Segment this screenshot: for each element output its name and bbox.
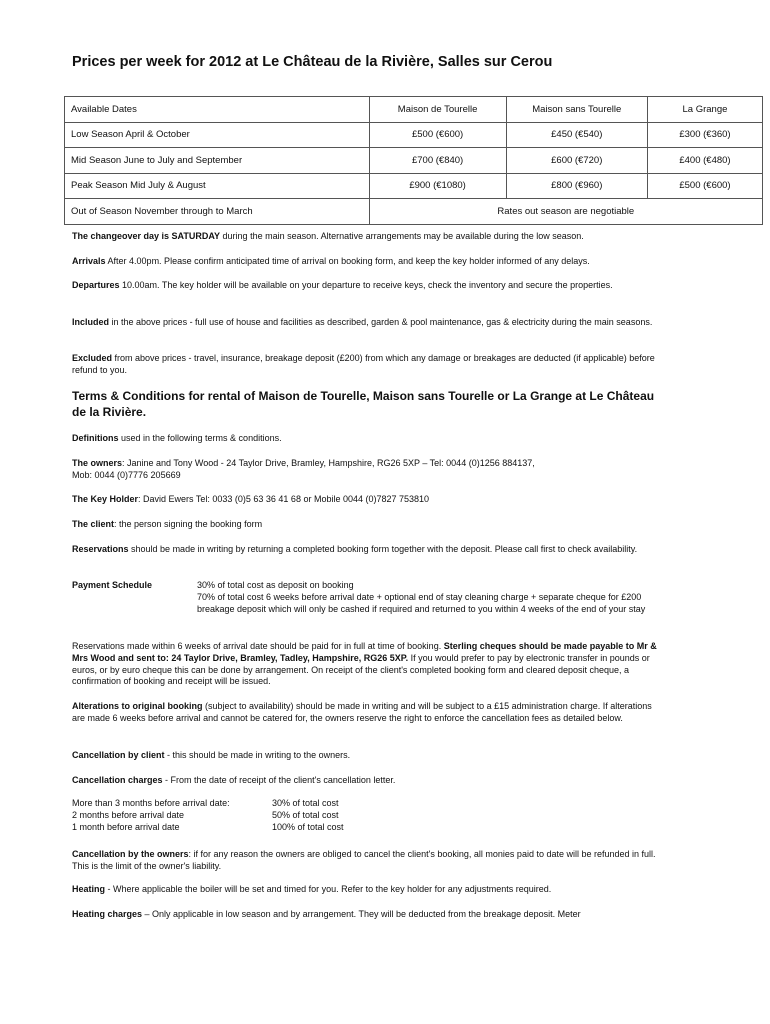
table-row xyxy=(65,173,763,199)
price-cell: £400 (€480) xyxy=(647,148,762,174)
header-maison-sans-tourelle: Maison sans Tourelle xyxy=(506,97,647,123)
terms-heading: Terms & Conditions for rental of Maison de Tourelle, Maison sans Tourelle or La Grange at Le Château de la Rivière. xyxy=(72,389,655,419)
heating-text: Heating - Where applicable the boiler will be set and timed for you. Refer to the key holder for any adjustments required. xyxy=(72,884,552,894)
cancellation-table xyxy=(72,798,472,833)
departures-note: Departures 10.00am. The key holder will be available on your departure to receive keys, check the inventory and secure the properties. xyxy=(72,280,613,290)
late-reservations-text: Reservations made within 6 weeks of arrival date should be paid for in full at time of booking. Sterling cheques should be made payable to Mr & Mrs Wood and sent to: 24 Taylor Drive, Bramley, Tadley, Hampshire, RG26 5XP. If you would prefer to pay by electronic transfer in pounds or euros, or by euro cheque this can be done by arrangement. On receipt of the client's completed booking form and cleared deposit cheque, a confirmation of booking and receipt will be issued. xyxy=(72,641,657,687)
list-item: 30% of total cost as deposit on booking xyxy=(197,580,354,590)
table-row xyxy=(65,199,763,225)
negotiable-note: Rates out season are negotiable xyxy=(369,199,762,225)
reservations-text: Reservations should be made in writing by returning a completed booking form together with the deposit. Please call first to check availability. xyxy=(72,544,638,554)
table-row xyxy=(65,122,763,148)
table-row: More than 3 months before arrival date: 30% of total cost xyxy=(72,798,339,808)
table-row: 1 month before arrival date 100% of total cost xyxy=(72,821,344,832)
changeover-note: The changeover day is SATURDAY during the main season. Alternative arrangements may be available during the low season. xyxy=(72,231,584,241)
season-cell: Low Season April & October xyxy=(65,122,370,148)
price-cell: £300 (€360) xyxy=(647,122,762,148)
list-item: 70% of total cost 6 weeks before arrival date + optional end of stay cleaning charge + separate cheque for £200 breakage deposit which will only be cashed if required and returned to you within 4 weeks of the end of your stay xyxy=(197,591,646,614)
owners-text: The owners: Janine and Tony Wood - 24 Taylor Drive, Bramley, Hampshire, RG26 5XP – Tel: 0044 (0)1256 884137, Mob: 0044 (0)7776 205669 xyxy=(72,458,535,480)
price-cell: £800 (€960) xyxy=(506,173,647,199)
season-cell: Peak Season Mid July & August xyxy=(65,173,370,199)
price-cell: £450 (€540) xyxy=(506,122,647,148)
header-la-grange: La Grange xyxy=(647,97,762,123)
included-note: Included in the above prices - full use of house and facilities as described, garden & pool maintenance, gas & electricity during the main seasons. xyxy=(72,317,653,327)
arrivals-note: Arrivals After 4.00pm. Please confirm anticipated time of arrival on booking form, and keep the key holder informed of any delays. xyxy=(72,256,590,266)
table-row xyxy=(65,148,763,174)
payment-schedule-label: Payment Schedule xyxy=(72,580,153,590)
heating-charges-text: Heating charges – Only applicable in low season and by arrangement. They will be deducted from the breakage deposit. Meter xyxy=(72,909,581,919)
price-cell: £900 (€1080) xyxy=(369,173,506,199)
key-holder-text: The Key Holder: David Ewers Tel: 0033 (0)5 63 36 41 68 or Mobile 0044 (0)7827 753810 xyxy=(72,494,430,504)
price-cell: £600 (€720) xyxy=(506,148,647,174)
price-table-header-row xyxy=(65,97,763,123)
season-cell: Mid Season June to July and September xyxy=(65,148,370,174)
price-cell: £500 (€600) xyxy=(647,173,762,199)
price-cell: £500 (€600) xyxy=(369,122,506,148)
season-cell: Out of Season November through to March xyxy=(65,199,370,225)
client-text: The client: the person signing the booking form xyxy=(72,519,263,529)
page-title: Prices per week for 2012 at Le Château de la Rivière, Salles sur Cerou xyxy=(72,54,553,70)
header-maison-de-tourelle: Maison de Tourelle xyxy=(369,97,506,123)
price-table xyxy=(64,96,763,225)
cancellation-owners-text: Cancellation by the owners: if for any reason the owners are obliged to cancel the client's booking, all monies paid to date will be refunded in full. This is the limit of the owner's liability. xyxy=(72,849,656,871)
definitions-text: Definitions used in the following terms & conditions. xyxy=(72,433,282,443)
table-row: 2 months before arrival date 50% of total cost xyxy=(72,809,339,820)
cancellation-client-text: Cancellation by client - this should be made in writing to the owners. xyxy=(72,750,351,760)
alterations-text: Alterations to original booking (subject to availability) should be made in writing and will be subject to a £15 administration charge. If alterations are made 6 weeks before arrival and cannot be catered for, the owners reserve the right to enforce the cancellation fees as detailed below. xyxy=(72,701,652,723)
price-cell: £700 (€840) xyxy=(369,148,506,174)
cancellation-charges-text: Cancellation charges - From the date of receipt of the client's cancellation letter. xyxy=(72,775,396,785)
header-available-dates: Available Dates xyxy=(65,97,370,123)
excluded-note: Excluded from above prices - travel, insurance, breakage deposit (£200) from which any damage or breakages are deducted (if applicable) before refund to you. xyxy=(72,353,655,375)
